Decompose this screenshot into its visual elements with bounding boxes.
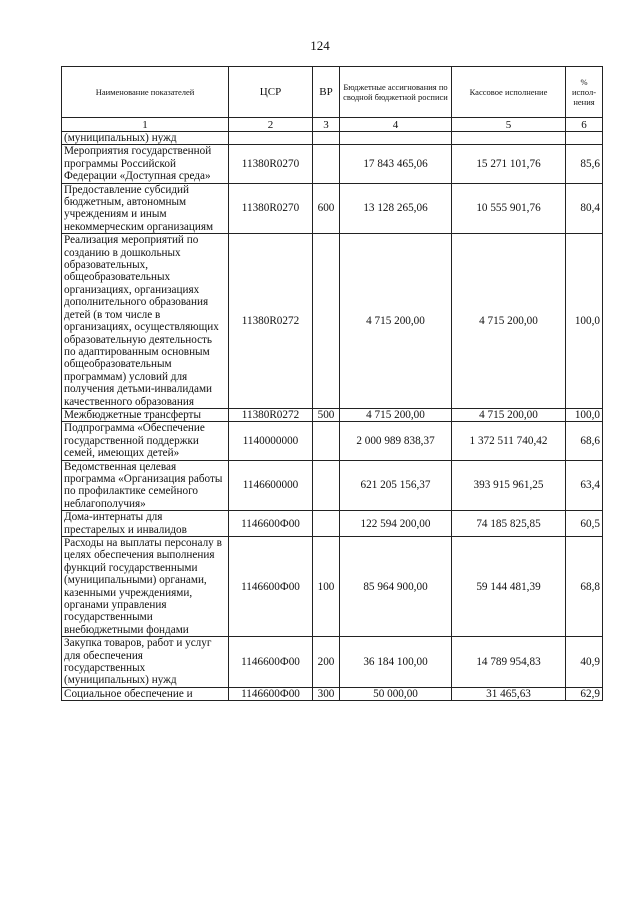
column-number: 3 (313, 118, 340, 132)
row-vr (313, 234, 340, 409)
row-percent: 60,5 (566, 511, 603, 537)
row-percent: 100,0 (566, 234, 603, 409)
row-percent: 80,4 (566, 183, 603, 234)
header-csr: ЦСР (229, 67, 313, 118)
header-cash: Кассовое исполнение (452, 67, 566, 118)
header-percent: % испол-нения (566, 67, 603, 118)
row-csr: 11380R0270 (229, 145, 313, 183)
table-row (62, 408, 603, 421)
row-percent: 63,4 (566, 460, 603, 511)
row-csr: 1146600Ф00 (229, 511, 313, 537)
row-percent (566, 132, 603, 145)
row-percent: 100,0 (566, 408, 603, 421)
table-row (62, 183, 603, 234)
row-cash: 393 915 961,25 (452, 460, 566, 511)
row-budget: 50 000,00 (340, 687, 452, 700)
row-csr: 11380R0272 (229, 234, 313, 409)
row-cash (452, 132, 566, 145)
row-name: Расходы на выплаты персоналу в целях обеспечения выполнения функций государственными (муниципальными) органами, казенными учреждениями, органами управления государственными внебюджетными фондами (62, 537, 229, 637)
row-cash: 4 715 200,00 (452, 408, 566, 421)
row-name: Социальное обеспечение и (62, 687, 229, 700)
table-row (62, 637, 603, 688)
row-csr: 11380R0270 (229, 183, 313, 234)
row-budget: 85 964 900,00 (340, 537, 452, 637)
row-budget: 122 594 200,00 (340, 511, 452, 537)
column-number: 2 (229, 118, 313, 132)
row-csr: 11380R0272 (229, 408, 313, 421)
row-name: Межбюджетные трансферты (62, 408, 229, 421)
row-name: Закупка товаров, работ и услуг для обеспечения государственных (муниципальных) нужд (62, 637, 229, 688)
table-header-row (62, 67, 603, 118)
column-number: 1 (62, 118, 229, 132)
row-vr (313, 422, 340, 460)
row-budget: 4 715 200,00 (340, 234, 452, 409)
column-number: 4 (340, 118, 452, 132)
row-csr: 1140000000 (229, 422, 313, 460)
header-budget: Бюджетные ассигнования по сводной бюджетной росписи (340, 67, 452, 118)
row-vr: 300 (313, 687, 340, 700)
row-vr (313, 145, 340, 183)
row-csr: 1146600000 (229, 460, 313, 511)
row-name: (муниципальных) нужд (62, 132, 229, 145)
table-row (62, 537, 603, 637)
row-vr: 600 (313, 183, 340, 234)
row-cash: 1 372 511 740,42 (452, 422, 566, 460)
row-name: Мероприятия государственной программы Российской Федерации «Доступная среда» (62, 145, 229, 183)
row-cash: 31 465,63 (452, 687, 566, 700)
table-row (62, 145, 603, 183)
row-cash: 15 271 101,76 (452, 145, 566, 183)
row-vr: 200 (313, 637, 340, 688)
row-budget (340, 132, 452, 145)
row-csr: 1146600Ф00 (229, 537, 313, 637)
column-number-row (62, 118, 603, 132)
row-csr: 1146600Ф00 (229, 637, 313, 688)
header-name: Наименование показателей (62, 67, 229, 118)
row-budget: 2 000 989 838,37 (340, 422, 452, 460)
column-number: 6 (566, 118, 603, 132)
row-name: Предоставление субсидий бюджетным, автономным учреждениям и иным некоммерческим организациям (62, 183, 229, 234)
table-row (62, 132, 603, 145)
row-budget: 621 205 156,37 (340, 460, 452, 511)
page-number: 124 (310, 38, 330, 53)
row-name: Ведомственная целевая программа «Организация работы по профилактике семейного неблагополучия» (62, 460, 229, 511)
row-name: Реализация мероприятий по созданию в дошкольных образовательных, общеобразовательных организациях, организациях дополнительного образования детей (в том числе в организациях, осуществляющих образовательную деятельность по адаптированным основным общеобразовательным программам) условий для получения детьми-инвалидами качественного образования (62, 234, 229, 409)
header-vr: ВР (313, 67, 340, 118)
row-budget: 4 715 200,00 (340, 408, 452, 421)
table-body (62, 118, 603, 701)
row-budget: 17 843 465,06 (340, 145, 452, 183)
row-percent: 62,9 (566, 687, 603, 700)
row-csr (229, 132, 313, 145)
budget-execution-table (61, 66, 603, 701)
table-row (62, 687, 603, 700)
row-budget: 13 128 265,06 (340, 183, 452, 234)
row-vr: 100 (313, 537, 340, 637)
row-vr: 500 (313, 408, 340, 421)
row-percent: 40,9 (566, 637, 603, 688)
row-percent: 85,6 (566, 145, 603, 183)
row-cash: 10 555 901,76 (452, 183, 566, 234)
table-row (62, 422, 603, 460)
row-vr (313, 511, 340, 537)
row-cash: 74 185 825,85 (452, 511, 566, 537)
row-cash: 4 715 200,00 (452, 234, 566, 409)
row-name: Дома-интернаты для престарелых и инвалидов (62, 511, 229, 537)
table-row (62, 234, 603, 409)
row-cash: 14 789 954,83 (452, 637, 566, 688)
row-vr (313, 132, 340, 145)
row-name: Подпрограмма «Обеспечение государственной поддержки семей, имеющих детей» (62, 422, 229, 460)
row-percent: 68,8 (566, 537, 603, 637)
table-row (62, 511, 603, 537)
row-percent: 68,6 (566, 422, 603, 460)
row-csr: 1146600Ф00 (229, 687, 313, 700)
row-vr (313, 460, 340, 511)
column-number: 5 (452, 118, 566, 132)
row-cash: 59 144 481,39 (452, 537, 566, 637)
row-budget: 36 184 100,00 (340, 637, 452, 688)
table-row (62, 460, 603, 511)
